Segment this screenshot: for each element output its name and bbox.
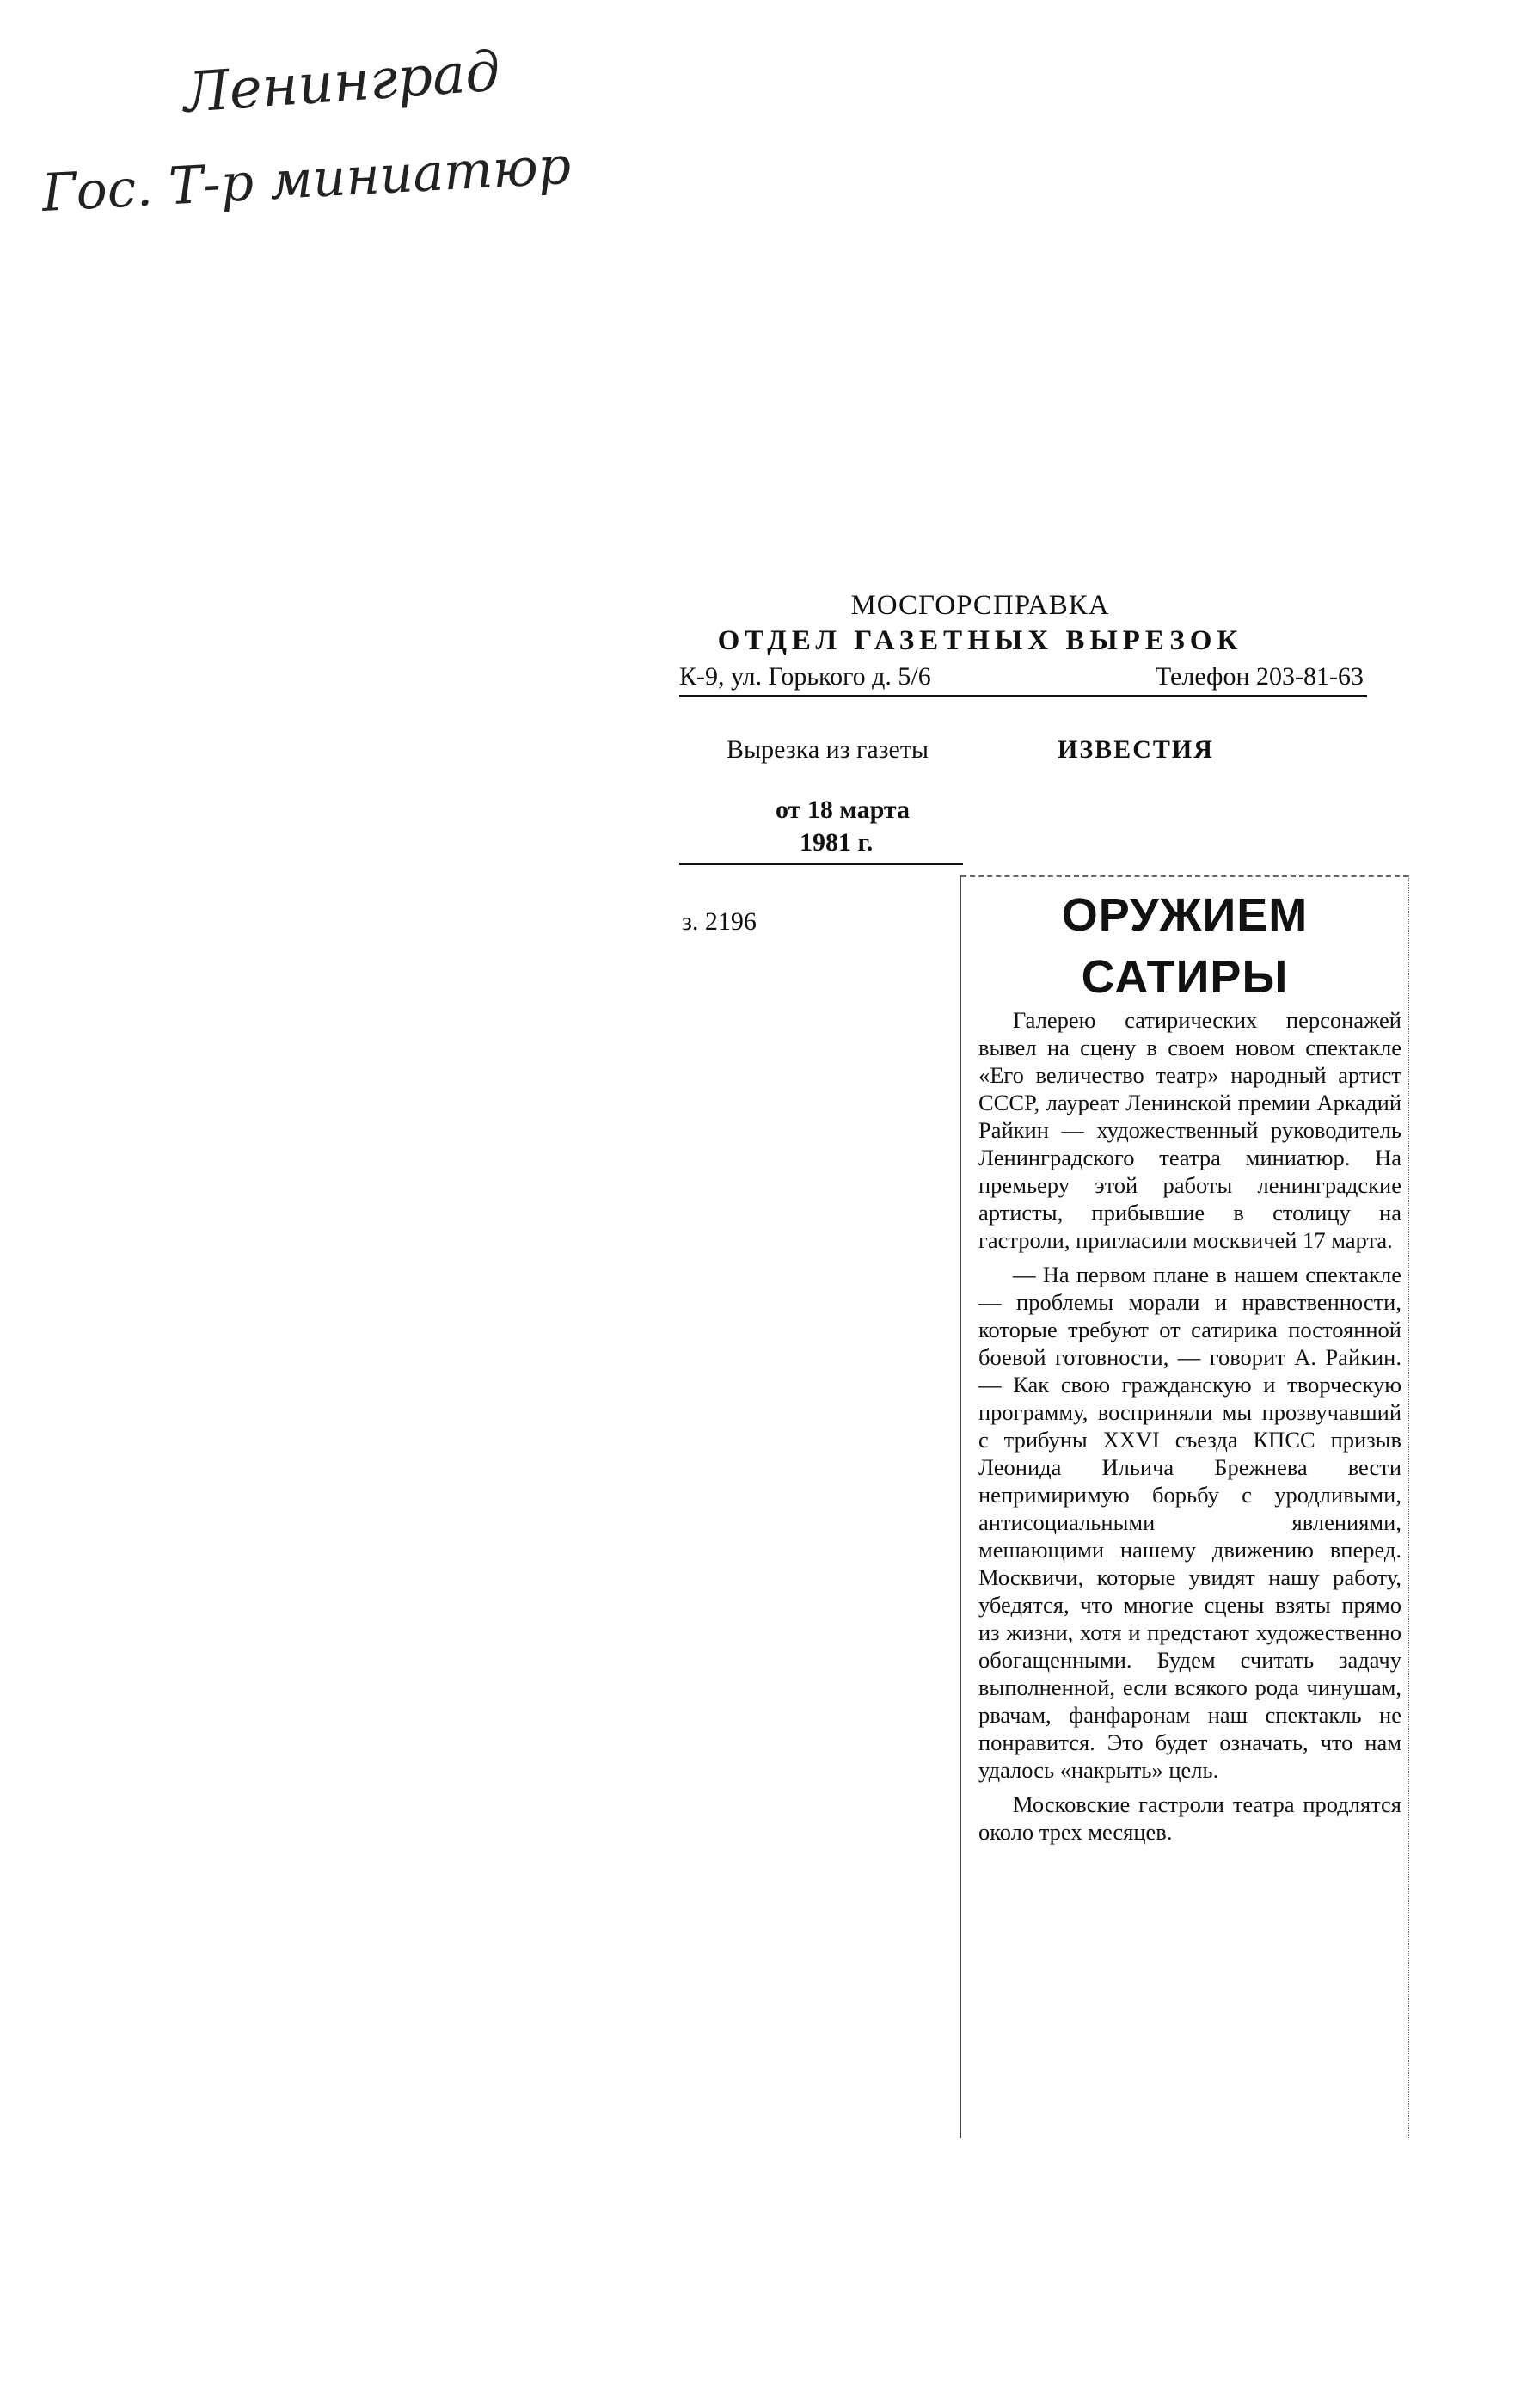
- clipping-label: Вырезка из газеты: [727, 735, 929, 764]
- clipping-source-row: [679, 735, 1367, 765]
- date-divider: [679, 863, 963, 865]
- article-paragraph-2: — На первом плане в нашем спектакле — проблемы морали и нравственности, которые требуют от сатирика постоянной боевой готовности, — говорит А. Райкин. — Как свою гражданскую и творческую программу, восприняли мы прозвучавший с трибуны XXVI съезда КПСС призыв Леонида Ильича Брежнева вести непримиримую борьбу с уродливыми, антисоциальными явлениями, мешающими нашему движению вперед. Москвичи, которые увидят нашу работу, убедятся, что многие сцены взяты прямо из жизни, хотя и предстают художественно обогащенными. Будем считать задачу выполненной, если всякого рода чинушам, рвачам, фанфаронам наш спектакль не понравится. Это будет означать, что нам удалось «накрыть» цель.: [978, 1262, 1401, 1783]
- article-headline: [961, 884, 1408, 1008]
- stamp-phone: Телефон 203-81-63: [1155, 662, 1364, 691]
- clipping-date: [776, 796, 982, 857]
- article-top-rule: [961, 875, 1408, 877]
- handwritten-line-1: Ленинград: [181, 40, 503, 126]
- stamp-department: ОТДЕЛ ГАЗЕТНЫХ ВЫРЕЗОК: [717, 625, 1243, 656]
- clipping-stamp: [679, 590, 1367, 865]
- handwritten-line-2: Гос. Т-р миниатюр: [40, 135, 573, 224]
- article-paragraph-3: Московские гастроли театра продлятся около трех месяцев.: [978, 1791, 1401, 1845]
- headline-line-2: САТИРЫ: [1081, 951, 1289, 1003]
- stamp-organization: МОСГОРСПРАВКА: [850, 590, 1110, 621]
- clipping-date-day: от 18 марта: [776, 796, 910, 824]
- article-paragraph-1: Галерею сатирических персонажей вывел на сцену в своем новом спектакле «Его величество театр» народный артист СССР, лауреат Ленинской премии Аркадий Райкин — художественный руководитель Ленинградского театра миниатюр. На премьеру этой работы ленинградские артисты, прибывшие в столицу на гастроли, пригласили москвичей 17 марта.: [978, 1007, 1401, 1253]
- newspaper-name: ИЗВЕСТИЯ: [1058, 735, 1214, 764]
- order-number: з. 2196: [682, 907, 757, 936]
- clipping-date-year: 1981 г.: [800, 828, 874, 857]
- newspaper-article: [960, 875, 1409, 2138]
- handwritten-note-svg: [34, 34, 653, 258]
- headline-line-1: ОРУЖИЕМ: [1061, 889, 1309, 941]
- stamp-address-row: [679, 662, 1367, 697]
- stamp-address: К-9, ул. Горького д. 5/6: [679, 662, 931, 691]
- handwritten-note: [34, 34, 653, 258]
- article-body: [978, 1006, 1401, 1852]
